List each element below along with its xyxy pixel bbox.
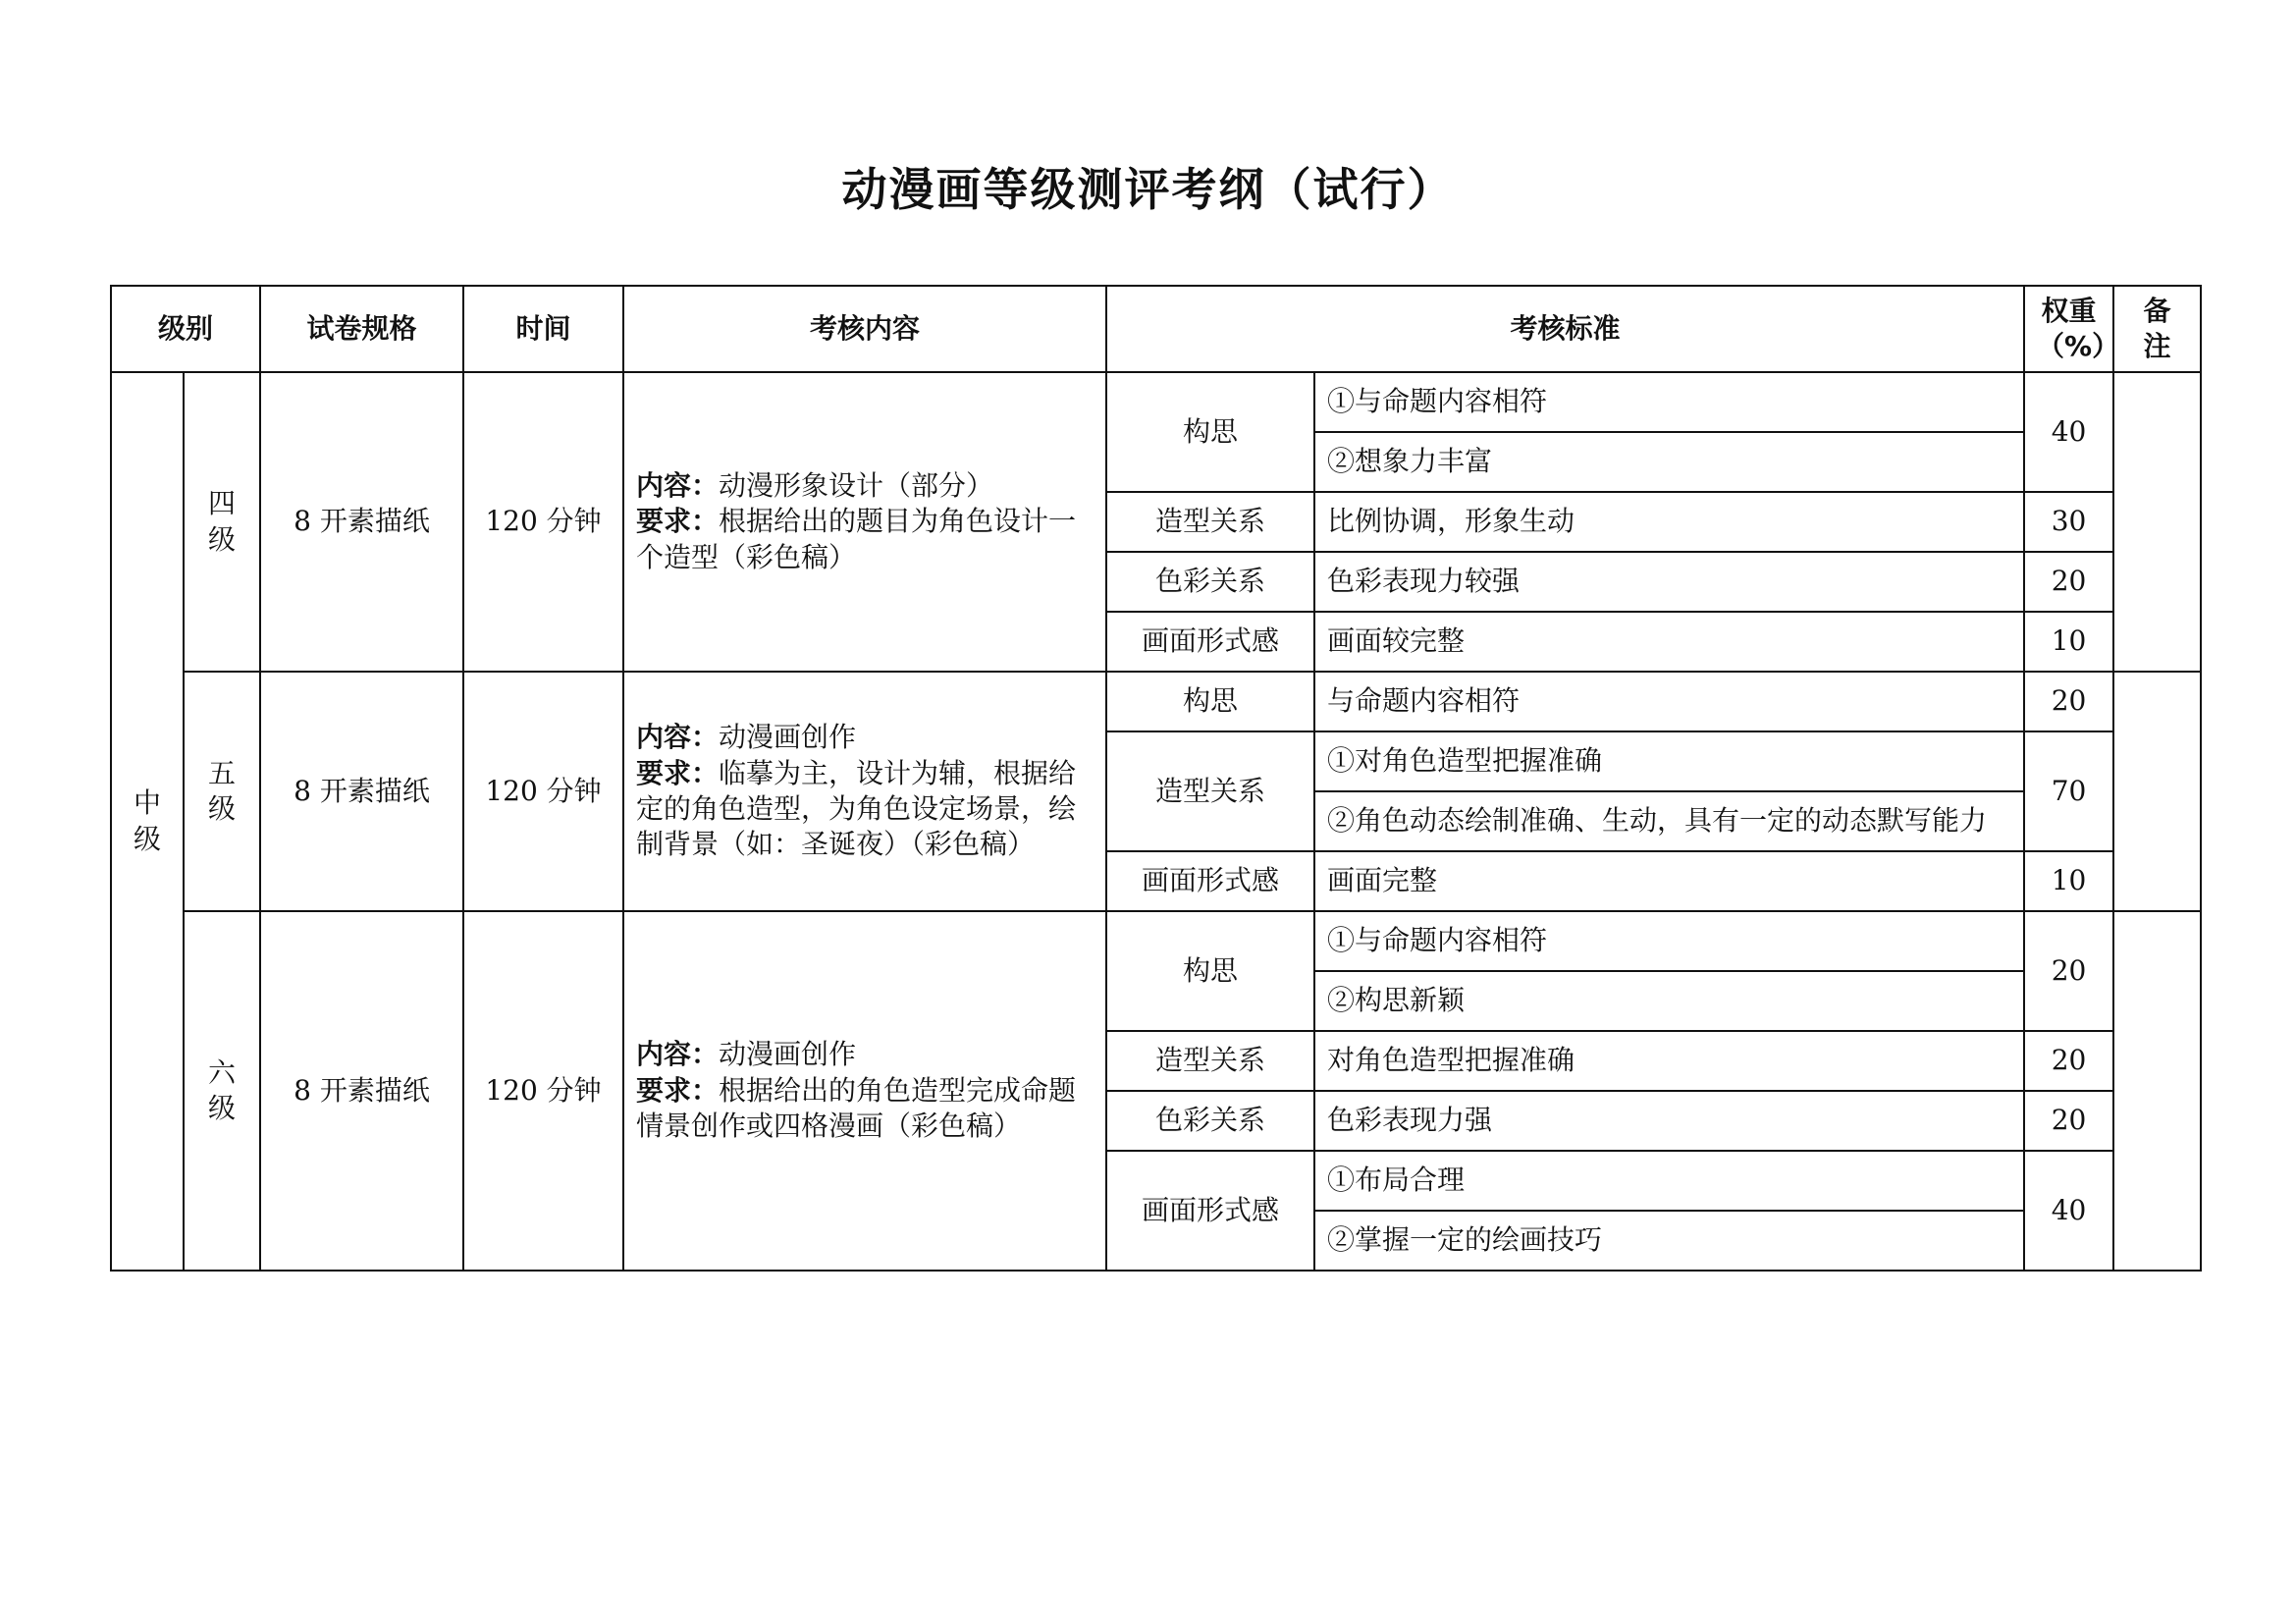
weight-cell: 20 [2024, 552, 2113, 612]
time-cell: 120 分钟 [463, 372, 623, 672]
content-text: 动漫画创作 [719, 1038, 857, 1071]
criterion-name-cell: 色彩关系 [1106, 552, 1314, 612]
requirement-line [636, 1073, 1095, 1145]
header-content: 考核内容 [623, 286, 1106, 372]
header-weight: 权重 （%） [2024, 286, 2113, 372]
table-row [111, 372, 2201, 432]
criterion-name-cell: 构思 [1106, 372, 1314, 492]
weight-cell: 30 [2024, 492, 2113, 552]
weight-cell: 40 [2024, 372, 2113, 492]
criterion-item-cell: ①布局合理 [1314, 1151, 2024, 1211]
requirement-line [636, 504, 1095, 575]
content-label: 内容： [636, 468, 720, 502]
level-name-cell: 四 级 [184, 372, 260, 672]
header-level: 级别 [111, 286, 260, 372]
requirement-text: 根据给出的题目为角色设计一个造型（彩色稿） [636, 505, 1077, 573]
requirement-text: 根据给出的角色造型完成命题情景创作或四格漫画（彩色稿） [636, 1073, 1077, 1143]
header-note: 备 注 [2113, 286, 2201, 372]
content-cell [623, 672, 1106, 911]
header-paper: 试卷规格 [260, 286, 463, 372]
criterion-item-cell: ①与命题内容相符 [1314, 911, 2024, 971]
criterion-name-cell: 构思 [1106, 911, 1314, 1031]
content-text: 动漫形象设计（部分） [719, 468, 994, 502]
table-row [111, 672, 2201, 731]
criterion-item-cell: 色彩表现力强 [1314, 1091, 2024, 1151]
category-cell: 中 级 [111, 372, 184, 1271]
weight-cell: 10 [2024, 851, 2113, 911]
criterion-item-cell: 画面较完整 [1314, 612, 2024, 672]
criterion-item-cell: 色彩表现力较强 [1314, 552, 2024, 612]
criterion-name-cell: 造型关系 [1106, 492, 1314, 552]
criterion-item-cell: ②掌握一定的绘画技巧 [1314, 1211, 2024, 1271]
paper-spec-cell: 8 开素描纸 [260, 911, 463, 1271]
content-cell [623, 372, 1106, 672]
criterion-name-cell: 画面形式感 [1106, 1151, 1314, 1271]
weight-cell: 20 [2024, 1091, 2113, 1151]
weight-cell: 40 [2024, 1151, 2113, 1271]
content-line [636, 720, 1095, 755]
content-label: 内容： [636, 1038, 720, 1071]
level-name-cell: 六 级 [184, 911, 260, 1271]
criterion-name-cell: 画面形式感 [1106, 612, 1314, 672]
header-standard: 考核标准 [1106, 286, 2024, 372]
content-line [636, 1037, 1095, 1072]
note-cell [2113, 911, 2201, 1271]
page-title: 动漫画等级测评考纲（试行） [841, 163, 1455, 216]
criterion-name-cell: 造型关系 [1106, 731, 1314, 851]
time-cell: 120 分钟 [463, 672, 623, 911]
criterion-name-cell: 色彩关系 [1106, 1091, 1314, 1151]
syllabus-table [110, 285, 2202, 1272]
requirement-label: 要求： [636, 1073, 720, 1107]
content-text: 动漫画创作 [719, 721, 857, 754]
criterion-name-cell: 构思 [1106, 672, 1314, 731]
criterion-item-cell: ①对角色造型把握准确 [1314, 731, 2024, 791]
criterion-item-cell: ②角色动态绘制准确、生动，具有一定的动态默写能力 [1314, 791, 2024, 851]
criterion-item-cell: 对角色造型把握准确 [1314, 1031, 2024, 1091]
requirement-label: 要求： [636, 756, 720, 789]
header-time: 时间 [463, 286, 623, 372]
criterion-item-cell: 比例协调，形象生动 [1314, 492, 2024, 552]
table-body [111, 286, 2201, 1271]
weight-cell: 20 [2024, 911, 2113, 1031]
criterion-item-cell: ②想象力丰富 [1314, 432, 2024, 492]
table-header-row [111, 286, 2201, 372]
requirement-text: 临摹为主，设计为辅，根据给定的角色造型，为角色设定场景，绘制背景（如：圣诞夜）（彩色稿） [636, 756, 1077, 861]
note-cell [2113, 372, 2201, 672]
time-cell: 120 分钟 [463, 911, 623, 1271]
requirement-label: 要求： [636, 505, 720, 538]
paper-spec-cell: 8 开素描纸 [260, 372, 463, 672]
content-cell [623, 911, 1106, 1271]
weight-cell: 20 [2024, 672, 2113, 731]
criterion-item-cell: ①与命题内容相符 [1314, 372, 2024, 432]
requirement-line [636, 756, 1095, 863]
weight-cell: 10 [2024, 612, 2113, 672]
criterion-item-cell: 画面完整 [1314, 851, 2024, 911]
criterion-name-cell: 画面形式感 [1106, 851, 1314, 911]
content-label: 内容： [636, 721, 720, 754]
criterion-item-cell: 与命题内容相符 [1314, 672, 2024, 731]
criterion-name-cell: 造型关系 [1106, 1031, 1314, 1091]
weight-cell: 70 [2024, 731, 2113, 851]
content-line [636, 468, 1095, 504]
weight-cell: 20 [2024, 1031, 2113, 1091]
level-name-cell: 五 级 [184, 672, 260, 911]
table-row [111, 911, 2201, 971]
paper-spec-cell: 8 开素描纸 [260, 672, 463, 911]
criterion-item-cell: ②构思新颖 [1314, 971, 2024, 1031]
note-cell [2113, 672, 2201, 911]
